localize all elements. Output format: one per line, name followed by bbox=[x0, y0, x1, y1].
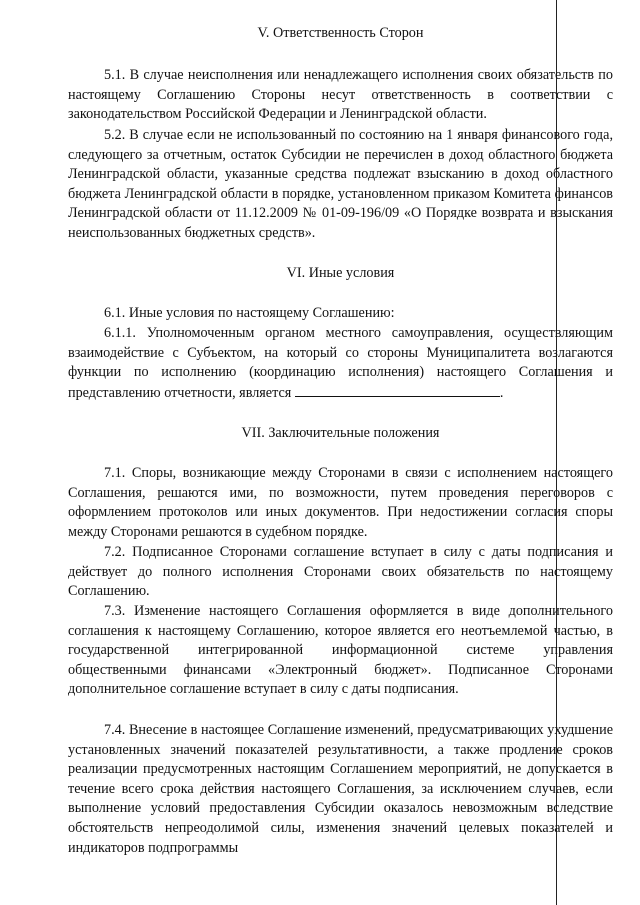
paragraph-6-1-1-end: . bbox=[499, 384, 504, 401]
section-7-title: VII. Заключительные положения bbox=[241, 425, 440, 441]
section-5-title: V. Ответственность Сторон bbox=[257, 25, 424, 41]
section-6-title: VI. Иные условия bbox=[286, 265, 395, 281]
paragraph-6-1: 6.1. Иные условия по настоящему Соглашению: bbox=[104, 305, 395, 321]
paragraph-5-1: 5.1. В случае неисполнения или ненадлежащего исполнения своих обязательств по настоящему Соглашению Стороны несут ответственность в соответствии с законодательством Российской Федерации и Ленинградской области. bbox=[68, 67, 613, 123]
paragraph-7-2: 7.2. Подписанное Сторонами соглашение вступает в силу с даты подписания и действует до полного исполнения Сторонами своих обязательств по настоящему Соглашению. bbox=[68, 544, 613, 600]
paragraph-7-4: 7.4. Внесение в настоящее Соглашение изменений, предусматривающих ухудшение установленных значений показателей результативности, а также продление сроков реализации предусмотренных настоящим Соглашением мероприятий, не допускается в течение всего срока действия настоящего Соглашения, за исключением случаев, если выполнение условий предоставления Субсидии оказалось невозможным вследствие обстоятельств непреодолимой силы, изменения значений целевых показателей и индикаторов подпрограммы bbox=[68, 722, 613, 856]
paragraph-7-1: 7.1. Споры, возникающие между Сторонами в связи с исполнением настоящего Соглашения, решаются ими, по возможности, путем проведения переговоров с оформлением протоколов или иных документов. При недостижении согласия споры между Сторонами решаются в судебном порядке. bbox=[68, 465, 613, 540]
paragraph-5-2: 5.2. В случае если не использованный по состоянию на 1 января финансового года, следующего за отчетным, остаток Субсидии не перечислен в доход областного бюджета Ленинградской области, указанные средства подлежат взысканию в доход областного бюджета Ленинградской области в порядке, установленном приказом Комитета финансов Ленинградской области от 11.12.2009 № 01-09-196/09 «О Порядке возврата и взыскания неиспользованных бюджетных средств». bbox=[68, 127, 613, 241]
paragraph-7-3: 7.3. Изменение настоящего Соглашения оформляется в виде дополнительного соглашения к настоящему Соглашению, которое является его неотъемлемой частью, в государственной интегрированной информационной системе управления общественными финансами «Электронный бюджет». Подписанное Сторонами дополнительное соглашение вступает в силу с даты подписания. bbox=[68, 603, 613, 698]
blank-field bbox=[295, 383, 500, 397]
paragraph-6-1-1 bbox=[68, 324, 613, 403]
paragraph-6-1-1-text: 6.1.1. Уполномоченным органом местного самоуправления, осуществляющим взаимодействие с Субъектом, на который со стороны Муниципалитета возлагаются функции по исполнению (координацию исполнения) настоящего Соглашения и представлению отчетности, является bbox=[68, 325, 613, 401]
